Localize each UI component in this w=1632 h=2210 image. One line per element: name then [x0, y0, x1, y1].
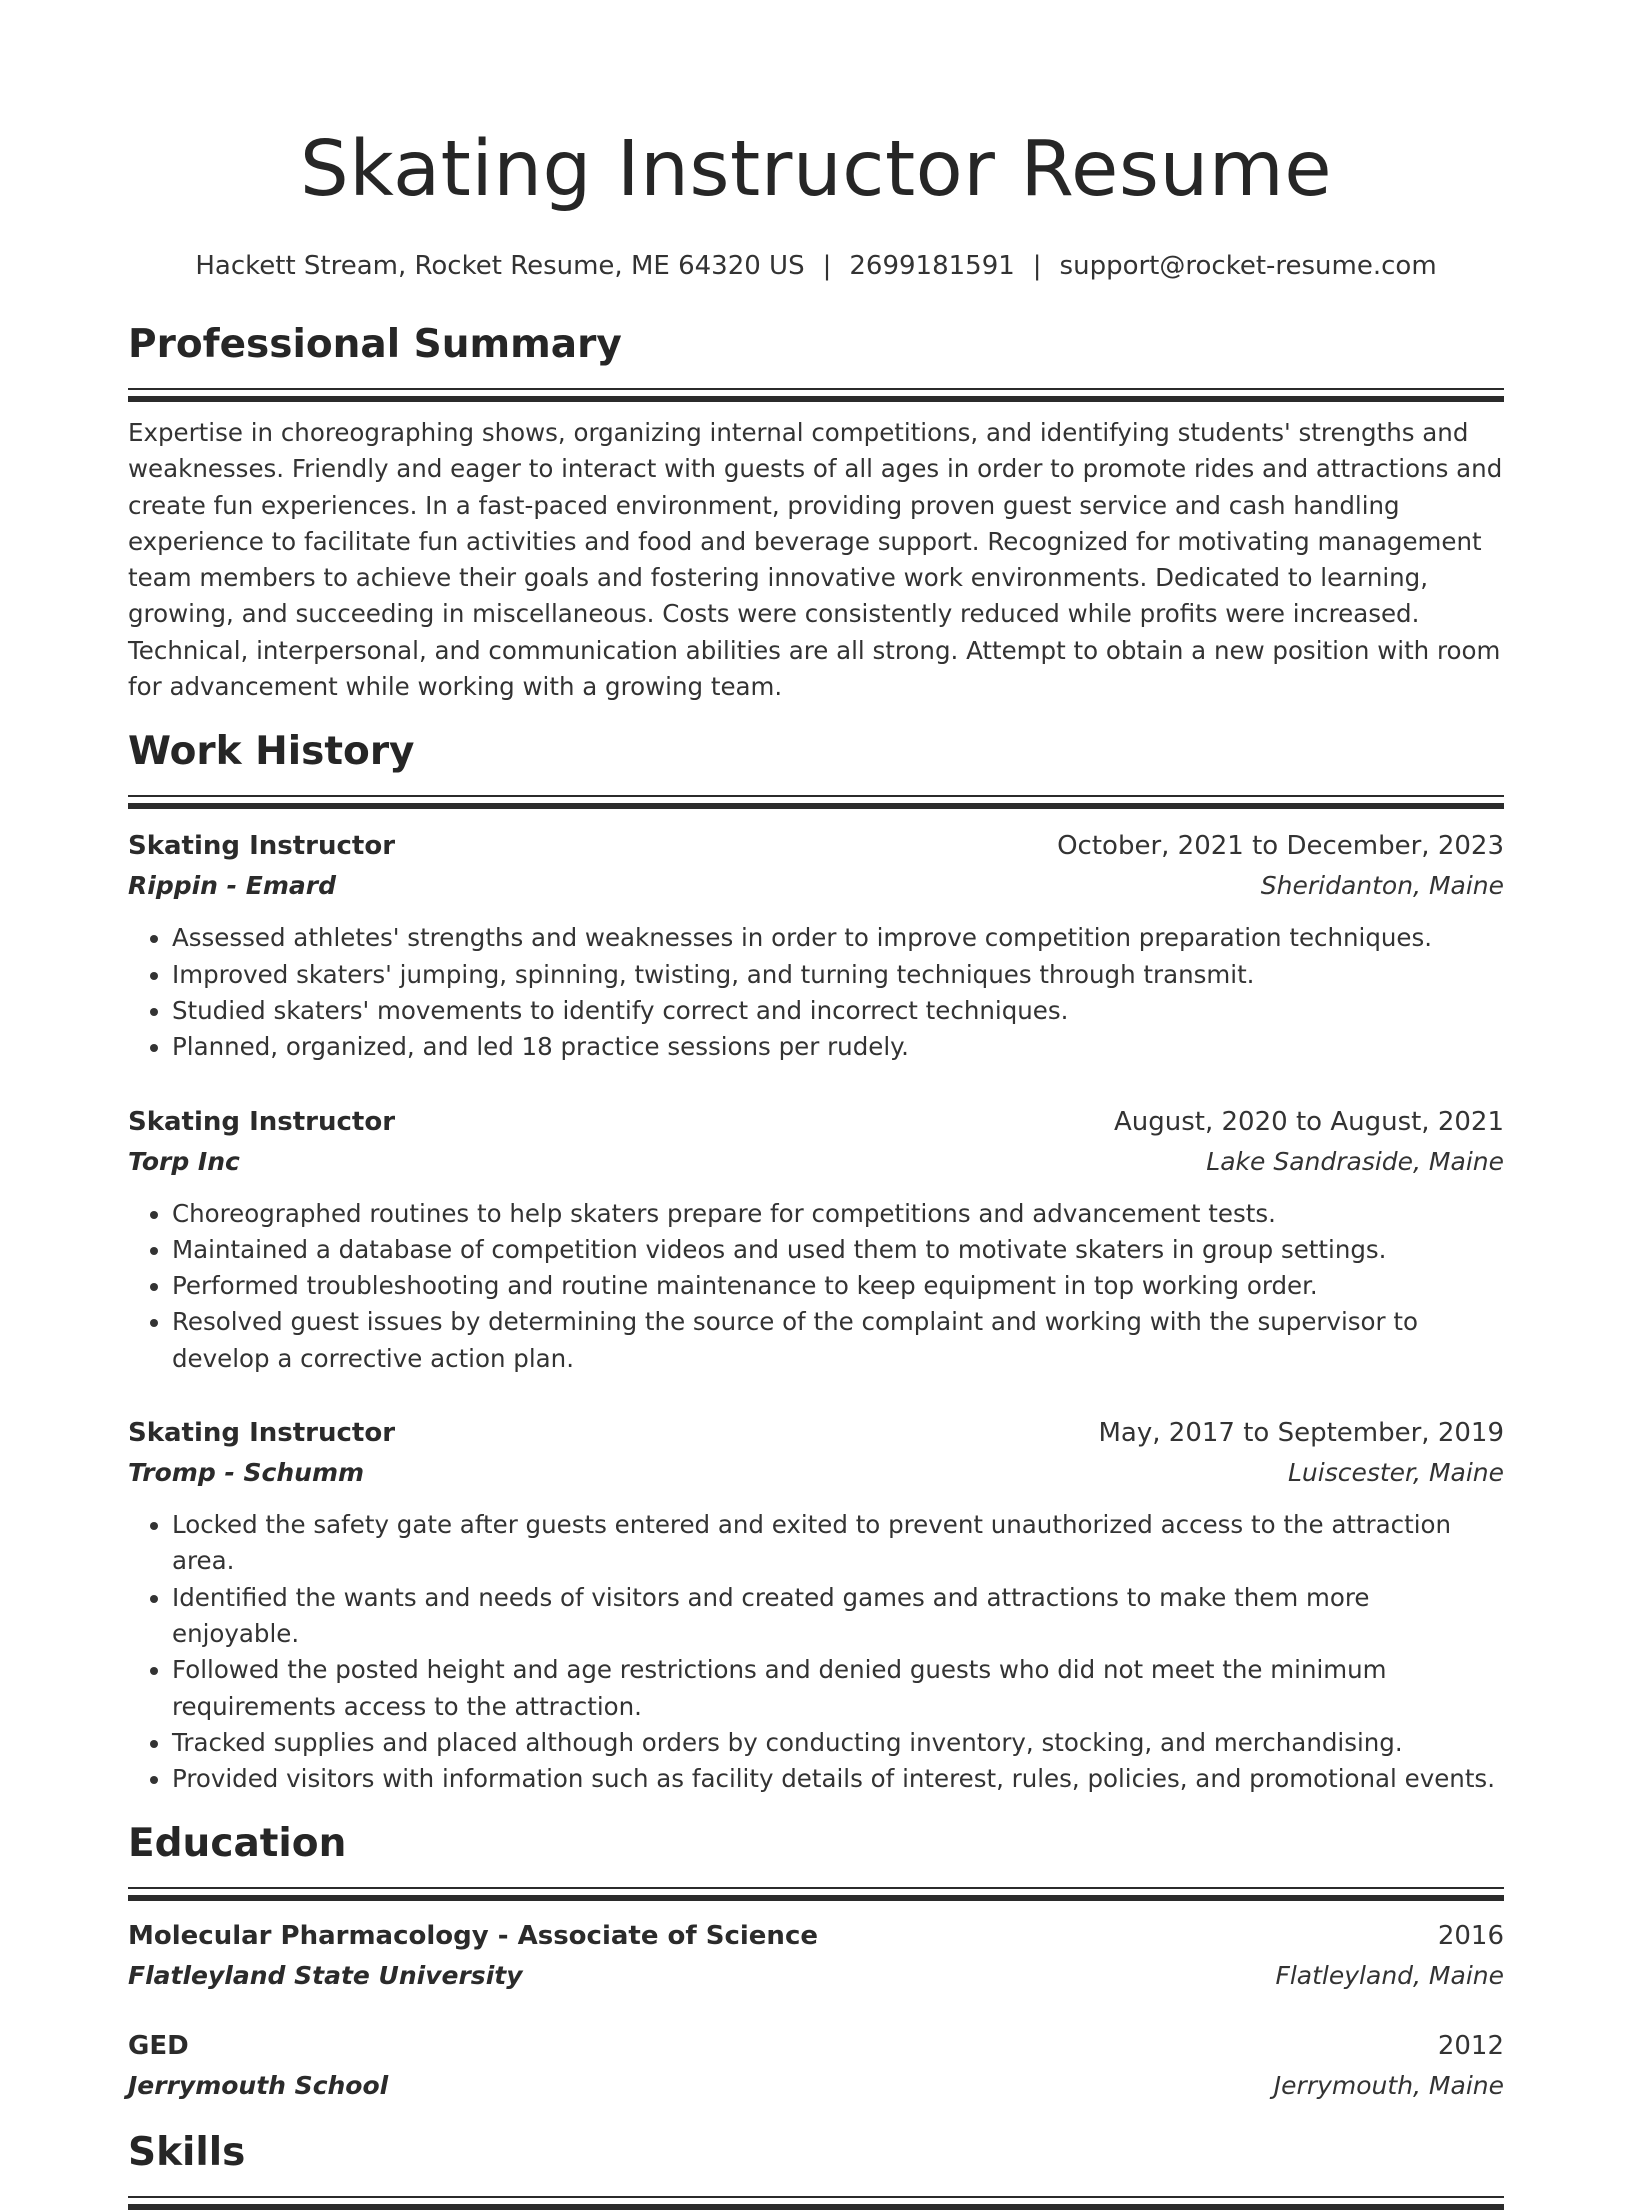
job-bullet: • Planned, organized, and led 18 practice sessions per rudely.	[172, 1029, 1504, 1065]
skills-section	[128, 2126, 1504, 2209]
job-bullet: • Maintained a database of competition videos and used them to motivate skaters in group settings.	[172, 1232, 1504, 1268]
contact-address: Hackett Stream, Rocket Resume, ME 64320 US	[195, 251, 805, 281]
section-heading-education: Education	[128, 1821, 347, 1867]
job-bullet: • Resolved guest issues by determining the source of the complaint and working with the supervisor to develop a corrective action plan.	[172, 1304, 1504, 1377]
job-title: Skating Instructor	[128, 1106, 396, 1137]
summary-section	[128, 318, 1504, 705]
resume-content	[128, 318, 1504, 2209]
job-title: Skating Instructor	[128, 831, 396, 862]
job-bullet: • Performed troubleshooting and routine maintenance to keep equipment in top working order.	[172, 1268, 1504, 1304]
contact-phone: 2699181591	[849, 251, 1015, 281]
work-history-section	[128, 725, 1504, 1797]
job-dates: August, 2020 to August, 2021	[1114, 1106, 1504, 1137]
graduation-year: 2012	[1437, 2031, 1504, 2062]
section-heading-work-history: Work History	[128, 729, 415, 775]
school-location: Jerrymouth, Maine	[1273, 2071, 1504, 2101]
company-name: Torp Inc	[128, 1146, 240, 1176]
job-bullet: • Choreographed routines to help skaters prepare for competitions and advancement tests.	[172, 1196, 1504, 1232]
section-divider	[128, 2196, 1504, 2209]
job-bullet: • Identified the wants and needs of visitors and created games and attractions to make them more enjoyable.	[172, 1580, 1504, 1653]
section-heading-skills: Skills	[128, 2130, 246, 2176]
resume-header	[0, 118, 1632, 284]
section-heading-summary: Professional Summary	[128, 322, 622, 367]
contact-separator: |	[1032, 251, 1042, 281]
job-bullet: • Locked the safety gate after guests entered and exited to prevent unauthorized access to the attraction area.	[172, 1507, 1504, 1580]
degree-name: GED	[128, 2031, 189, 2062]
section-divider	[128, 795, 1504, 808]
job-entry	[128, 1102, 1504, 1377]
summary-text: Expertise in choreographing shows, organizing internal competitions, and identifying students' strengths and weaknesses. Friendly and eager to interact with guests of all ages in order to promote rides and attractions and create fun experiences. In a fast-paced environment, providing proven guest service and cash handling experience to facilitate fun activities and food and beverage support. Recognized for motivating management team members to achieve their goals and fostering innovative work environments. Dedicated to learning, growing, and succeeding in miscellaneous. Costs were consistently reduced while profits were increased. Technical, interpersonal, and communication abilities are all strong. Attempt to obtain a new position with room for advancement while working with a growing team.	[128, 418, 1503, 702]
education-entry	[128, 2026, 1504, 2106]
section-divider	[128, 388, 1504, 401]
company-name: Rippin - Emard	[128, 871, 336, 901]
job-title: Skating Instructor	[128, 1418, 396, 1449]
contact-email: support@rocket-resume.com	[1059, 251, 1437, 281]
job-bullet: • Provided visitors with information such as facility details of interest, rules, policies, and promotional events.	[172, 1761, 1504, 1797]
job-bullets	[128, 1507, 1504, 1797]
section-divider	[128, 1887, 1504, 1900]
job-location: Lake Sandraside, Maine	[1206, 1146, 1504, 1176]
degree-name: Molecular Pharmacology - Associate of Science	[128, 1921, 818, 1952]
contact-separator: |	[822, 251, 832, 281]
school-name: Jerrymouth School	[128, 2071, 389, 2101]
job-location: Luiscester, Maine	[1287, 1458, 1504, 1488]
job-dates: October, 2021 to December, 2023	[1057, 831, 1504, 862]
job-bullet: • Tracked supplies and placed although orders by conducting inventory, stocking, and merchandising.	[172, 1725, 1504, 1761]
education-entry	[128, 1916, 1504, 1996]
job-bullets	[128, 920, 1504, 1065]
job-location: Sheridanton, Maine	[1260, 871, 1504, 901]
school-location: Flatleyland, Maine	[1275, 1961, 1504, 1991]
job-bullet: • Followed the posted height and age restrictions and denied guests who did not meet the minimum requirements access to the attraction.	[172, 1652, 1504, 1725]
education-section	[128, 1817, 1504, 2106]
job-bullets	[128, 1196, 1504, 1377]
school-name: Flatleyland State University	[128, 1961, 523, 1991]
graduation-year: 2016	[1437, 1921, 1504, 1952]
job-dates: May, 2017 to September, 2019	[1098, 1418, 1504, 1449]
job-bullet: • Improved skaters' jumping, spinning, twisting, and turning techniques through transmit.	[172, 957, 1504, 993]
contact-line	[0, 248, 1632, 284]
job-bullet: • Assessed athletes' strengths and weaknesses in order to improve competition preparation techniques.	[172, 920, 1504, 956]
job-entry	[128, 1413, 1504, 1797]
resume-title: Skating Instructor Resume	[299, 125, 1333, 214]
job-bullet: • Studied skaters' movements to identify correct and incorrect techniques.	[172, 993, 1504, 1029]
company-name: Tromp - Schumm	[128, 1458, 365, 1488]
job-entry	[128, 826, 1504, 1065]
